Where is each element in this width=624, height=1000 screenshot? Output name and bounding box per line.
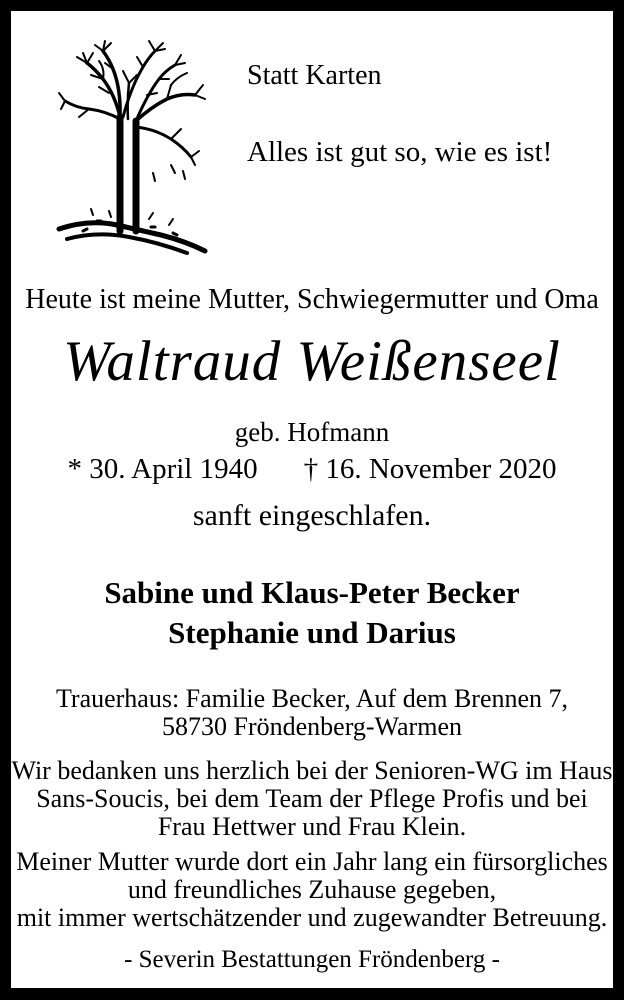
birth-date: * 30. April 1940 [67, 453, 258, 485]
thanks-paragraph [11, 757, 613, 841]
tribute-line: und freundliches Zuhause gegeben, [127, 875, 497, 904]
trauerhaus-line: 58730 Fröndenberg-Warmen [162, 712, 462, 741]
thanks-line: Frau Hettwer und Frau Klein. [157, 812, 467, 841]
trauerhaus-line: Trauerhaus: Familie Becker, Auf dem Brennen 7, [55, 684, 569, 713]
mourners-line: Stephanie und Darius [168, 615, 456, 650]
mourners-line: Sabine und Klaus-Peter Becker [104, 575, 520, 610]
bare-tree-illustration [53, 23, 213, 258]
tribute-paragraph [11, 848, 613, 932]
motto-line: Alles ist gut so, wie es ist! [247, 136, 553, 168]
thanks-line: Wir bedanken uns herzlich bei der Senioren-WG im Haus [11, 756, 613, 785]
funeral-home-credit: - Severin Bestattungen Fröndenberg - [124, 946, 500, 973]
deceased-name: Waltraud Weißenseel [63, 330, 561, 393]
tribute-line: mit immer wertschätzender und zugewandter Betreuung. [16, 903, 608, 932]
maiden-name: geb. Hofmann [234, 417, 390, 447]
life-dates [11, 453, 613, 486]
tribute-line: Meiner Mutter wurde dort ein Jahr lang ein fürsorgliches [16, 847, 608, 876]
announcement-intro: Heute ist meine Mutter, Schwiegermutter und Oma [25, 284, 599, 315]
passing-note: sanft eingeschlafen. [192, 499, 432, 532]
motto-statt-karten: Statt Karten [247, 60, 382, 91]
mourners-block [11, 573, 613, 653]
thanks-line: Sans-Soucis, bei dem Team der Pflege Profis und bei [36, 784, 588, 813]
death-date: † 16. November 2020 [303, 453, 557, 485]
obituary-notice [11, 11, 613, 988]
trauerhaus-block [11, 685, 613, 741]
